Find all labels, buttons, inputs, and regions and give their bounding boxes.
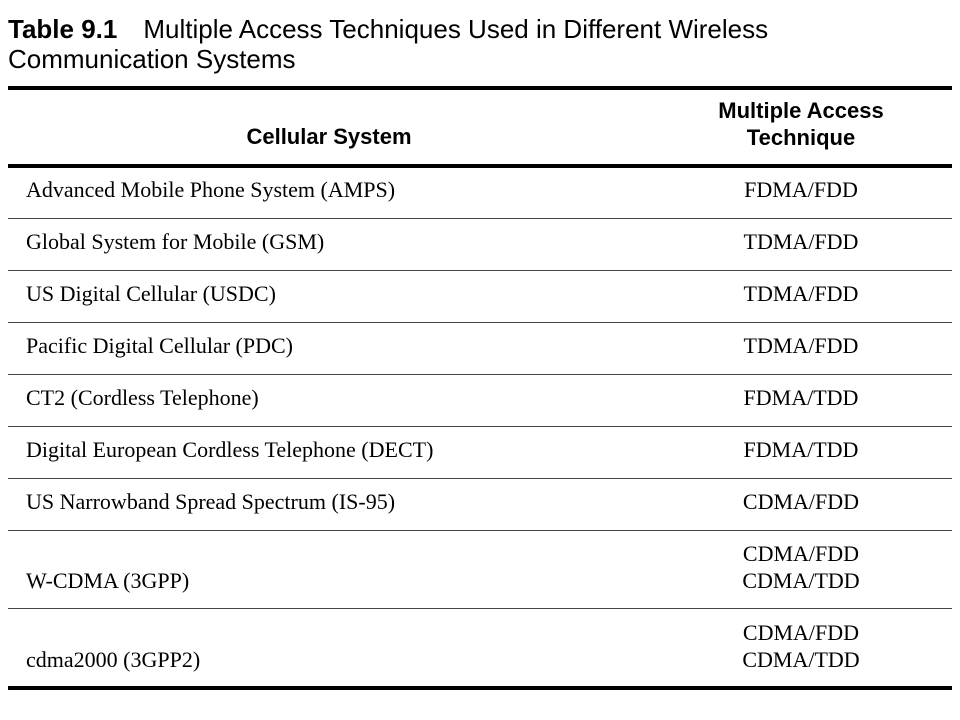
row-divider bbox=[8, 322, 952, 323]
header-technique-line2: Technique bbox=[746, 125, 856, 150]
row-usdc-system: US Digital Cellular (USDC) bbox=[26, 281, 276, 306]
table-number: Table 9.1 bbox=[8, 14, 118, 44]
header-technique-line1: Multiple Access bbox=[718, 98, 884, 123]
row-pdc-system: Pacific Digital Cellular (PDC) bbox=[26, 333, 293, 358]
row-gsm-technique: TDMA/FDD bbox=[743, 229, 859, 254]
row-wcdma-technique-fdd: CDMA/FDD bbox=[742, 541, 860, 566]
row-usdc-technique: TDMA/FDD bbox=[743, 281, 859, 306]
row-dect-system: Digital European Cordless Telephone (DECT) bbox=[26, 437, 434, 462]
header-cellular-system: Cellular System bbox=[246, 124, 412, 149]
row-cdma2000-technique bbox=[650, 619, 952, 673]
table-title: Multiple Access Techniques Used in Different Wireless Communication Systems bbox=[8, 14, 769, 74]
row-divider bbox=[8, 426, 952, 427]
row-cdma2000-technique-fdd: CDMA/FDD bbox=[742, 620, 860, 645]
row-is95-system: US Narrowband Spread Spectrum (IS-95) bbox=[26, 489, 396, 514]
bottom-rule bbox=[8, 686, 952, 690]
row-cdma2000-system: cdma2000 (3GPP2) bbox=[26, 647, 201, 672]
row-amps-technique: FDMA/FDD bbox=[744, 177, 858, 202]
row-cdma2000-technique-tdd: CDMA/TDD bbox=[742, 647, 860, 672]
row-is95-technique: CDMA/FDD bbox=[742, 489, 860, 514]
row-wcdma-technique bbox=[650, 540, 952, 594]
row-divider bbox=[8, 478, 952, 479]
row-ct2-system: CT2 (Cordless Telephone) bbox=[26, 385, 259, 410]
row-pdc-technique: TDMA/FDD bbox=[743, 333, 859, 358]
row-ct2-technique: FDMA/TDD bbox=[743, 385, 859, 410]
row-dect-technique: FDMA/TDD bbox=[743, 437, 859, 462]
row-amps-system: Advanced Mobile Phone System (AMPS) bbox=[26, 177, 396, 202]
row-divider bbox=[8, 530, 952, 531]
header-multiple-access-technique bbox=[650, 97, 952, 151]
row-divider bbox=[8, 374, 952, 375]
row-divider bbox=[8, 218, 952, 219]
row-gsm-system: Global System for Mobile (GSM) bbox=[26, 229, 325, 254]
row-wcdma-system: W-CDMA (3GPP) bbox=[26, 568, 190, 593]
row-divider bbox=[8, 608, 952, 609]
row-divider bbox=[8, 270, 952, 271]
top-rule bbox=[8, 86, 952, 90]
table-caption bbox=[8, 14, 948, 74]
row-wcdma-technique-tdd: CDMA/TDD bbox=[742, 568, 860, 593]
header-rule bbox=[8, 164, 952, 168]
